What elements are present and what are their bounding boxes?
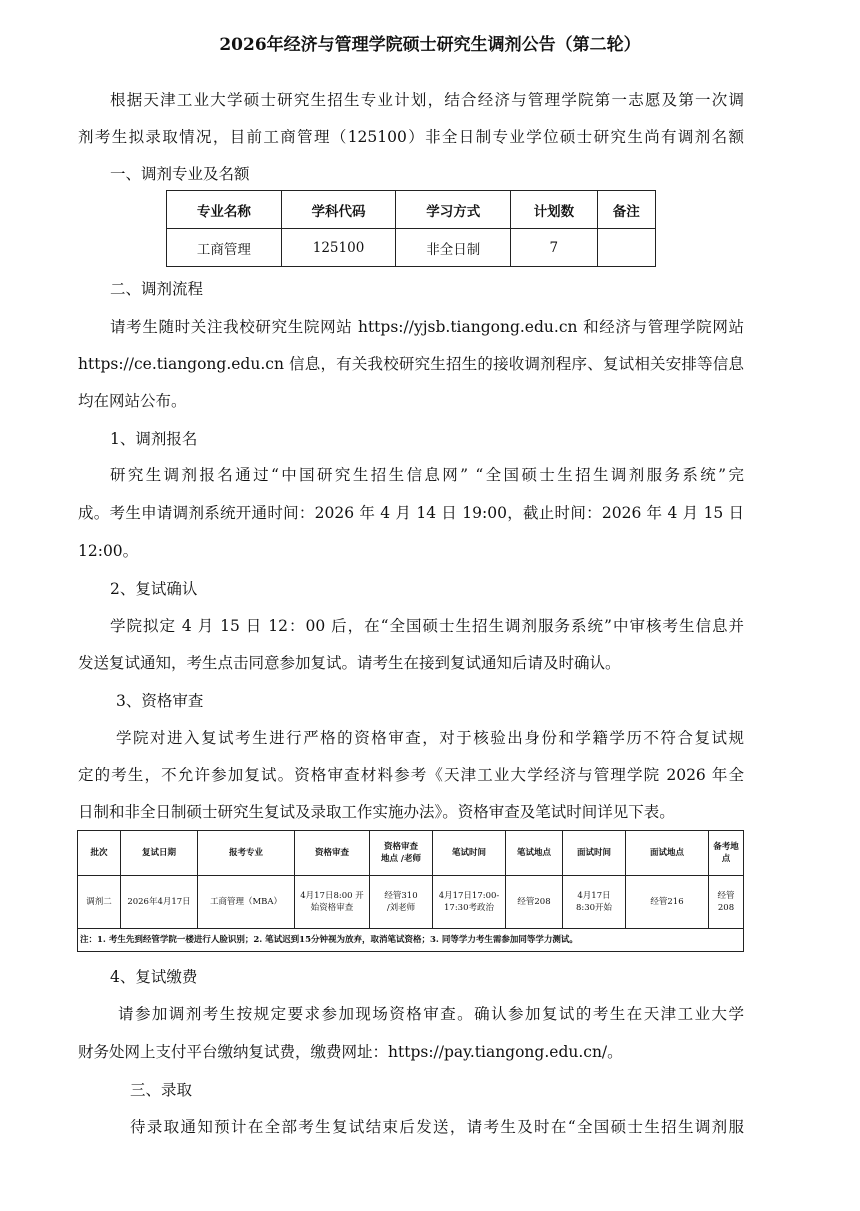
schedule-table [77, 830, 744, 952]
process-line-2: https://ce.tiangong.edu.cn 信息，有关我校研究生招生的接收调剂程序、复试相关安排等信息 [78, 355, 744, 373]
process-line-1: 请考生随时关注我校研究生院网站 https://yjsb.tiangong.edu.cn 和经济与管理学院网站 [110, 318, 744, 336]
sub1-line-1: 研究生调剂报名通过“中国研究生招生信息网” “全国硕士生招生调剂服务系统”完 [110, 466, 744, 484]
table-cell: 4月17日 8:30开始 [563, 876, 626, 929]
sub1-line-2: 成。考生申请调剂系统开通时间：2026 年 4 月 14 日 19:00，截止时间：2026 年 4 月 15 日 [78, 504, 744, 522]
table-cell: 经管310 /刘老师 [370, 876, 433, 929]
header-cell: 报考专业 [198, 831, 295, 876]
header-cell: 笔试时间 [433, 831, 506, 876]
process-line-3: 均在网站公布。 [78, 392, 187, 410]
table-row [78, 876, 744, 929]
table-row [167, 229, 656, 267]
header-cell: 笔试地点 [506, 831, 563, 876]
sub4-line-2: 财务处网上支付平台缴纳复试费，缴费网址：https://pay.tiangong.edu.cn/。 [78, 1043, 623, 1061]
section3-line-1: 待录取通知预计在全部考生复试结束后发送，请考生及时在“全国硕士生招生调剂服 [130, 1118, 744, 1136]
table-header-row [78, 831, 744, 876]
sub1-heading: 1、调剂报名 [110, 430, 198, 448]
section1-heading: 一、调剂专业及名额 [110, 165, 250, 183]
sub3-line-1: 学院对进入复试考生进行严格的资格审查，对于核验出身份和学籍学历不符合复试规 [116, 729, 744, 747]
sub2-line-1: 学院拟定 4 月 15 日 12：00 后，在“全国硕士生招生调剂服务系统”中审核考生信息并 [110, 617, 744, 635]
header-cell: 批次 [78, 831, 121, 876]
table-cell: 经管216 [626, 876, 709, 929]
table-cell: 2026年4月17日 [121, 876, 198, 929]
header-cell: 资格审查 地点 /老师 [370, 831, 433, 876]
table-cell: 工商管理（MBA） [198, 876, 295, 929]
header-cell: 学科代码 [281, 191, 396, 229]
intro-line-1: 根据天津工业大学硕士研究生招生专业计划，结合经济与管理学院第一志愿及第一次调 [110, 91, 744, 109]
sub1-line-3: 12:00。 [78, 542, 139, 560]
quota-table [166, 190, 656, 267]
table-cell [597, 229, 655, 267]
table-cell: 工商管理 [167, 229, 282, 267]
header-cell: 备注 [597, 191, 655, 229]
table-cell: 非全日制 [396, 229, 511, 267]
table-cell: 125100 [281, 229, 396, 267]
section3-heading: 三、录取 [130, 1081, 193, 1099]
table-cell: 4月17日17:00- 17:30考政治 [433, 876, 506, 929]
intro-line-2: 剂考生拟录取情况，目前工商管理（125100）非全日制专业学位硕士研究生尚有调剂名额 [78, 128, 744, 146]
table-note: 注：1. 考生先到经管学院一楼进行人脸识别；2. 笔试迟到15分钟视为放弃，取消笔试资格；3. 同等学力考生需参加同等学力测试。 [78, 929, 744, 952]
table-cell: 4月17日8:00 开 始资格审查 [295, 876, 370, 929]
table-cell: 经管208 [506, 876, 563, 929]
header-cell: 面试地点 [626, 831, 709, 876]
header-cell: 复试日期 [121, 831, 198, 876]
sub3-heading: 3、资格审查 [116, 692, 204, 710]
page-title: 2026年经济与管理学院硕士研究生调剂公告（第二轮） [219, 35, 641, 55]
table-note-row [78, 929, 744, 952]
header-cell: 学习方式 [396, 191, 511, 229]
section2-heading: 二、调剂流程 [110, 280, 204, 298]
sub4-heading: 4、复试缴费 [110, 968, 198, 986]
table-cell: 经管208 [709, 876, 744, 929]
table-cell: 调剂二 [78, 876, 121, 929]
header-cell: 资格审查 [295, 831, 370, 876]
sub2-heading: 2、复试确认 [110, 580, 198, 598]
header-cell: 计划数 [511, 191, 598, 229]
header-cell: 备考地点 [709, 831, 744, 876]
header-cell: 面试时间 [563, 831, 626, 876]
sub2-line-2: 发送复试通知，考生点击同意参加复试。请考生在接到复试通知后请及时确认。 [78, 654, 621, 672]
table-cell: 7 [511, 229, 598, 267]
header-cell: 专业名称 [167, 191, 282, 229]
sub3-line-2: 定的考生，不允许参加复试。资格审查材料参考《天津工业大学经济与管理学院 2026 年全 [78, 766, 744, 784]
table-header-row [167, 191, 656, 229]
sub4-line-1: 请参加调剂考生按规定要求参加现场资格审查。确认参加复试的考生在天津工业大学 [118, 1005, 744, 1023]
sub3-line-3: 日制和非全日制硕士研究生复试及录取工作实施办法》。资格审查及笔试时间详见下表。 [78, 803, 675, 821]
